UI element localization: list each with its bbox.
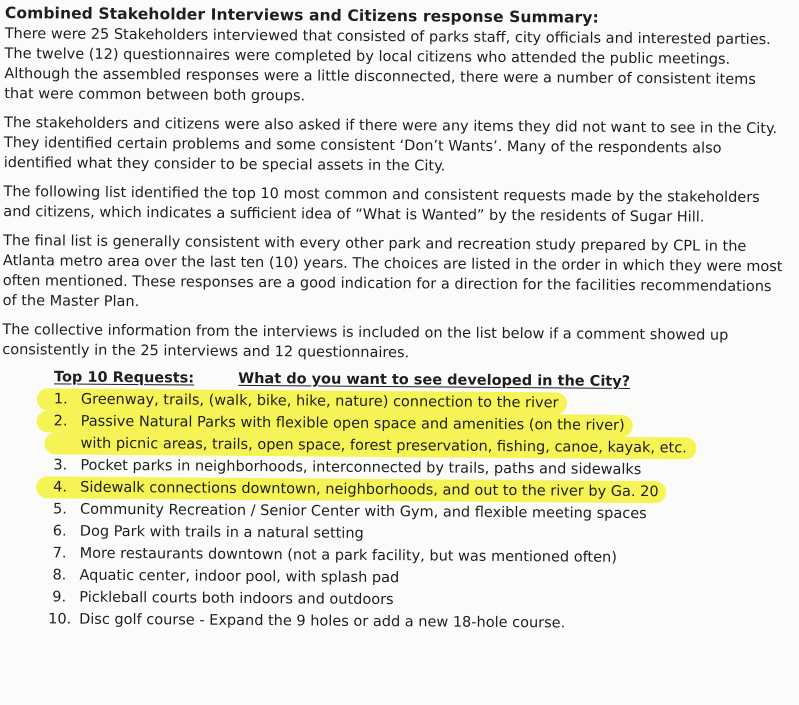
list-item-number: 7. xyxy=(52,545,67,562)
list-item-number: 10. xyxy=(48,611,72,628)
list-item-text: Pocket parks in neighborhoods, interconnected by trails, paths and sidewalks xyxy=(80,457,642,479)
paragraph-collective: The collective information from the interviews is included on the list below if a comment showed up consistently in the 25 interviews and 12 questionnaires. xyxy=(2,322,729,362)
paragraph-intro: There were 25 Stakeholders interviewed that consisted of parks staff, city officials and interested parties. The twelve (12) questionnaires were completed by local citizens who attended the public meetings. Although the assembled responses were a little disconnected, there were a number of consistent items that were common between both groups. xyxy=(4,26,771,105)
list-item-text: Aquatic center, indoor pool, with splash pad xyxy=(79,567,400,587)
list-item-text: More restaurants downtown (not a park facility, but was mentioned often) xyxy=(79,545,617,566)
list-item-number: 3. xyxy=(53,457,68,474)
top10-heading-question: What do you want to see developed in the City? xyxy=(238,370,631,390)
list-item-text: Disc golf course - Expand the 9 holes or add a new 18-hole course. xyxy=(79,611,566,632)
list-item xyxy=(1,410,785,460)
paragraph-dont-wants: The stakeholders and citizens were also asked if there were any items they did not want to see in the City. They identified certain problems and some consistent ‘Don’t Wants’. Many of the respondents also identified what they consider to be special assets in the City. xyxy=(3,115,778,175)
top10-heading-label: Top 10 Requests: xyxy=(53,369,195,387)
list-item-number: 5. xyxy=(52,501,67,518)
list-item-text: Sidewalk connections downtown, neighborhoods, and out to the river by Ga. 20 xyxy=(36,476,667,503)
paragraph-consistency: The final list is generally consistent with every other park and recreation study prepared by CPL in the Atlanta metro area over the last ten (10) years. The choices are listed in the order in which they were most often mentioned. These responses are a good indication for a direction for the facilities recommendations of the Master Plan. xyxy=(2,233,783,311)
list-item-text: Community Recreation / Senior Center with Gym, and flexible meeting spaces xyxy=(79,501,647,523)
list-item-continuation: with picnic areas, trails, open space, forest preservation, fishing, canoe, kayak, etc. xyxy=(44,432,696,459)
list-item-text: Passive Natural Parks with flexible open space and amenities (on the river) xyxy=(37,410,633,437)
list-item-text: Dog Park with trails in a natural setting xyxy=(79,523,364,542)
list-item-number: 4. xyxy=(53,479,68,496)
paragraph-top10-intro: The following list identified the top 10 most common and consistent requests made by the stakeholders and citizens, which indicates a sufficient idea of “What is Wanted” by the residents of Sugar Hill. xyxy=(3,184,760,226)
list-item-text: Pickleball courts both indoors and outdoors xyxy=(79,589,394,609)
list-item-number: 1. xyxy=(53,391,68,408)
list-item-number: 8. xyxy=(52,567,67,584)
list-item-number: 6. xyxy=(52,523,67,540)
top10-list xyxy=(0,388,786,636)
document-title: Combined Stakeholder Interviews and Citizens response Summary: xyxy=(4,4,599,27)
list-item-text: Greenway, trails, (walk, bike, hike, nature) connection to the river xyxy=(37,388,567,414)
list-item-number: 9. xyxy=(52,589,67,606)
top10-heading xyxy=(54,369,786,391)
list-item-number: 2. xyxy=(53,413,68,430)
